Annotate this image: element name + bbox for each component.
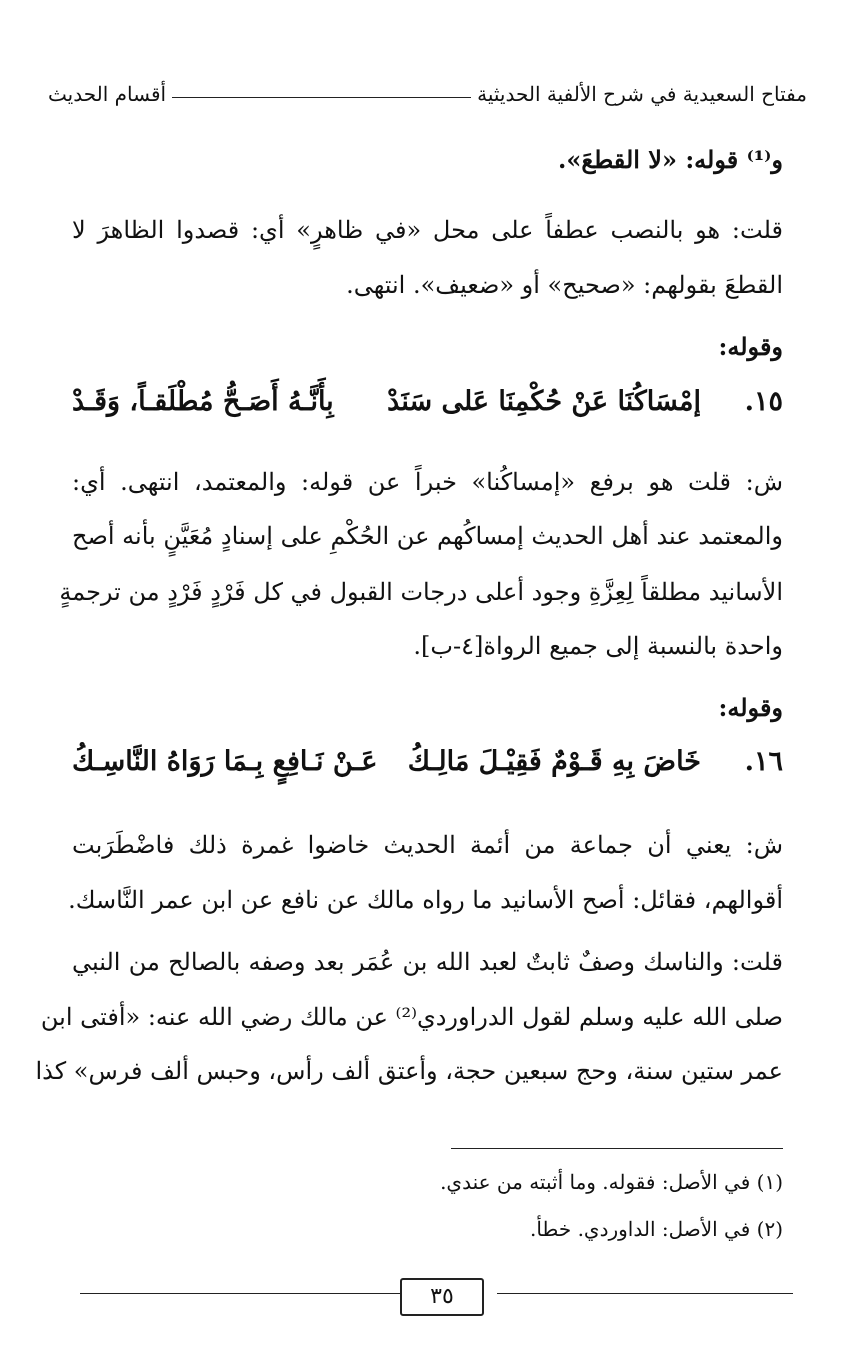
footnote-2: (٢) في الأصل: الداوردي. خطأ.: [529, 1217, 783, 1241]
page-footer: [80, 1278, 793, 1318]
paragraph-line: قلت: والناسك وصفٌ ثابتٌ لعبد الله بن عُمَر بعد وصفه بالصالح من النبي: [72, 948, 783, 976]
paragraph-line: ش: يعني أن جماعة من أئمة الحديث خاضوا غمرة ذلك فاضْطَرَبت: [72, 831, 783, 859]
verse-number: ١٥.: [744, 386, 783, 417]
paragraph-line: قلت: هو بالنصب عطفاً على محل «في ظاهرٍ» أي: قصدوا الظاهرَ لا: [72, 216, 783, 244]
book-title: مفتاح السعيدية في شرح الألفية الحديثية: [471, 82, 807, 106]
paragraph-line: والمعتمد عند أهل الحديث إمساكُهم عن الحُكْمِ على إسنادٍ مُعَيَّنٍ بأنه أصح: [72, 522, 783, 550]
paragraph-line: واحدة بالنسبة إلى جميع الرواة[٤-ب].: [413, 632, 783, 660]
page-number: ٣٥: [400, 1278, 484, 1316]
verse-16: [72, 746, 783, 790]
quote-heading: و⁽¹⁾ قوله: «لا القطعَ».: [557, 145, 783, 174]
quote-heading: وقوله:: [718, 332, 783, 361]
paragraph-line: الأسانيد مطلقاً لِعِزَّةِ وجود أعلى درجات القبول في كل فَرْدٍ فَرْدٍ من ترجمةٍ: [59, 578, 783, 606]
paragraph-line: صلى الله عليه وسلم لقول الدراوردي⁽²⁾ عن مالك رضي الله عنه: «أفتى ابن: [40, 1003, 783, 1031]
verse-hemistich-first: إمْسَاكُنَا عَنْ حُكْمِنَا عَلى سَنَدْ: [387, 386, 701, 417]
footnote-separator: [451, 1148, 783, 1149]
running-header: [48, 82, 807, 112]
paragraph-line: ش: قلت هو برفع «إمساكُنا» خبراً عن قوله: والمعتمد، انتهى. أي:: [72, 468, 783, 496]
verse-hemistich-second: بِأَنَّـهُ أَصَـحُّ مُطْلَقـاً، وَقَـدْ: [72, 386, 334, 417]
verse-15: [72, 386, 783, 430]
footer-rule-right: [497, 1293, 793, 1294]
chapter-title: أقسام الحديث: [48, 82, 172, 106]
verse-number: ١٦.: [744, 746, 783, 777]
footnote-1: (١) في الأصل: فقوله. وما أثبته من عندي.: [440, 1170, 783, 1194]
footer-rule-left: [80, 1293, 402, 1294]
quote-heading: وقوله:: [718, 693, 783, 722]
paragraph-line: عمر ستين سنة، وحج سبعين حجة، وأعتق ألف رأس، وحبس ألف فرس» كذا: [35, 1057, 783, 1085]
verse-hemistich-second: عَـنْ نَـافِعٍ بِـمَا رَوَاهُ النَّاسِـكُ: [72, 746, 378, 777]
paragraph-line: القطعَ بقولهم: «صحيح» أو «ضعيف». انتهى.: [346, 271, 783, 299]
paragraph-line: أقوالهم، فقائل: أصح الأسانيد ما رواه مالك عن نافع عن ابن عمر النَّاسك.: [68, 886, 783, 914]
verse-hemistich-first: خَاضَ بِهِ قَـوْمٌ فَقِيْـلَ مَالِـكُ: [407, 746, 701, 777]
